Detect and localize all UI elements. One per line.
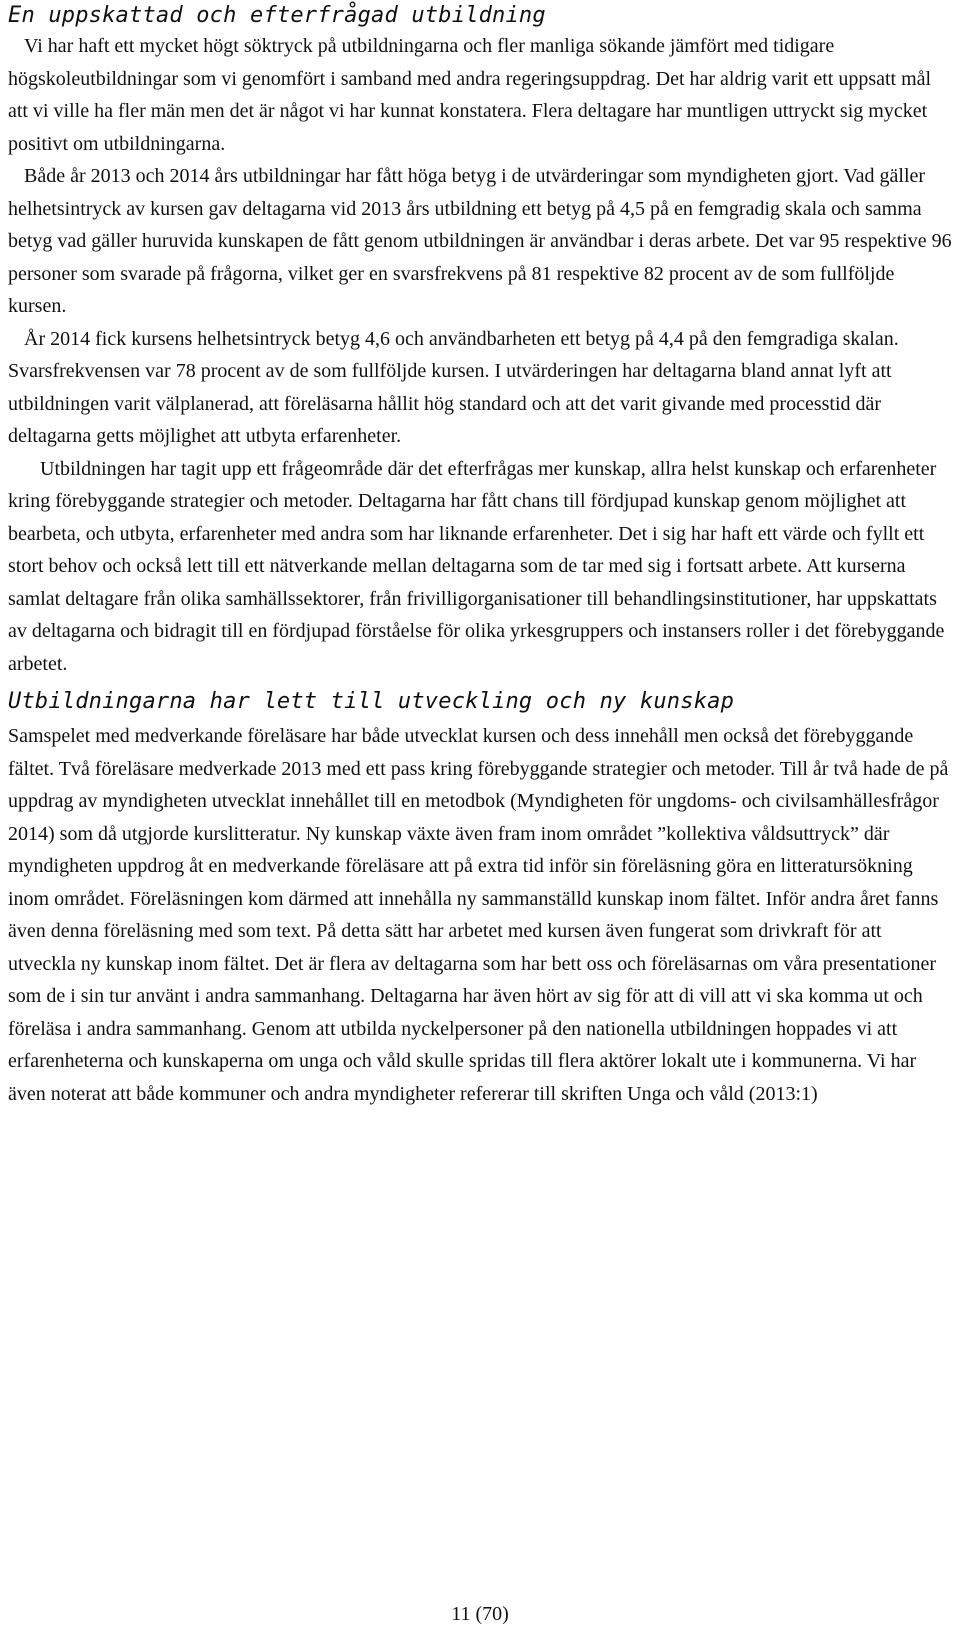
body-paragraph: Både år 2013 och 2014 års utbildningar har fått höga betyg i de utvärderingar som myndigheten gjort. Vad gäller helhetsintryck av kursen gav deltagarna vid 2013 års utbildning ett betyg på 4,5 på en femgradig skala och samma betyg vad gäller huruvida kunskapen de fått genom utbildningen är användbar i deras arbete. Det var 95 respektive 96 personer som svarade på frågorna, vilket ger en svarsfrekvens på 81 respektive 82 procent av de som fullföljde kursen. xyxy=(8,165,952,317)
body-paragraph: Vi har haft ett mycket högt söktryck på utbildningarna och fler manliga sökande jämfört med tidigare högskoleutbildningar som vi genomfört i samband med andra regeringsuppdrag. Det har aldrig varit ett uppsatt mål att vi ville ha fler män men det är något vi har kunnat konstatera. Flera deltagare har muntligen uttryckt sig mycket positivt om utbildningarna. xyxy=(8,35,932,155)
section-heading: Utbildningarna har lett till utveckling och ny kunskap xyxy=(8,689,735,714)
document-page xyxy=(8,0,952,1110)
section-heading: En uppskattad och efterfrågad utbildning xyxy=(8,3,546,28)
body-paragraph: År 2014 fick kursens helhetsintryck betyg 4,6 och användbarheten ett betyg på 4,4 på den femgradiga skalan. Svarsfrekvensen var 78 procent av de som fullföljde kursen. I utvärderingen har deltagarna bland annat lyft att utbildningen varit välplanerad, att föreläsarna hållit hög standard och att det varit givande med processtid där deltagarna getts möjlighet att utbyta erfarenheter. xyxy=(8,327,899,447)
page-number: 11 (70) xyxy=(451,1603,509,1625)
body-paragraph: Utbildningen har tagit upp ett frågeområde där det efterfrågas mer kunskap, allra helst kunskap och erfarenheter kring förebyggande strategier och metoder. Deltagarna har fått chans till fördjupad kunskap genom möjlighet att bearbeta, och utbyta, erfarenheter med andra som har liknande erfarenheter. Det i sig har haft ett värde och fyllt ett stort behov och också lett till ett nätverkande mellan deltagarna som de tar med sig i fortsatt arbete. Att kurserna samlat deltagare från olika samhällssektorer, från frivilligorganisationer till behandlingsinstitutioner, har uppskattats av deltagarna och bidragit till en fördjupad förståelse för olika yrkesgruppers och instansers roller i det förebyggande arbetet. xyxy=(8,457,945,675)
body-paragraph: Samspelet med medverkande föreläsare har både utvecklat kursen och dess innehåll men också det förebyggande fältet. Två föreläsare medverkade 2013 med ett pass kring förebyggande strategier och metoder. Till år två hade de på uppdrag av myndigheten utvecklat innehållet till en metodbok (Myndigheten för ungdoms- och civilsamhällesfrågor 2014) som då utgjorde kurslitteratur. Ny kunskap växte även fram inom området ”kollektiva våldsuttryck” där myndigheten uppdrog åt en medverkande föreläsare att på extra tid inför sin föreläsning göra en litteratursökning inom området. Föreläsningen kom därmed att innehålla ny sammanställd kunskap inom fältet. Inför andra året fanns även denna föreläsning med som text. På detta sätt har arbetet med kursen även fungerat som drivkraft för att utveckla ny kunskap inom fältet. Det är flera av deltagarna som har bett oss och föreläsarnas om våra presentationer som de i sin tur använt i andra sammanhang. Deltagarna har även hört av sig för att di vill att vi ska komma ut och föreläsa i andra sammanhang. Genom att utbilda nyckelpersoner på den nationella utbildningen hoppades vi att erfarenheterna och kunskaperna om unga och våld skulle spridas till flera aktörer lokalt ute i kommunerna. Vi har även noterat att både kommuner och andra myndigheter refererar till skriften Unga och våld (2013:1) xyxy=(8,725,949,1105)
